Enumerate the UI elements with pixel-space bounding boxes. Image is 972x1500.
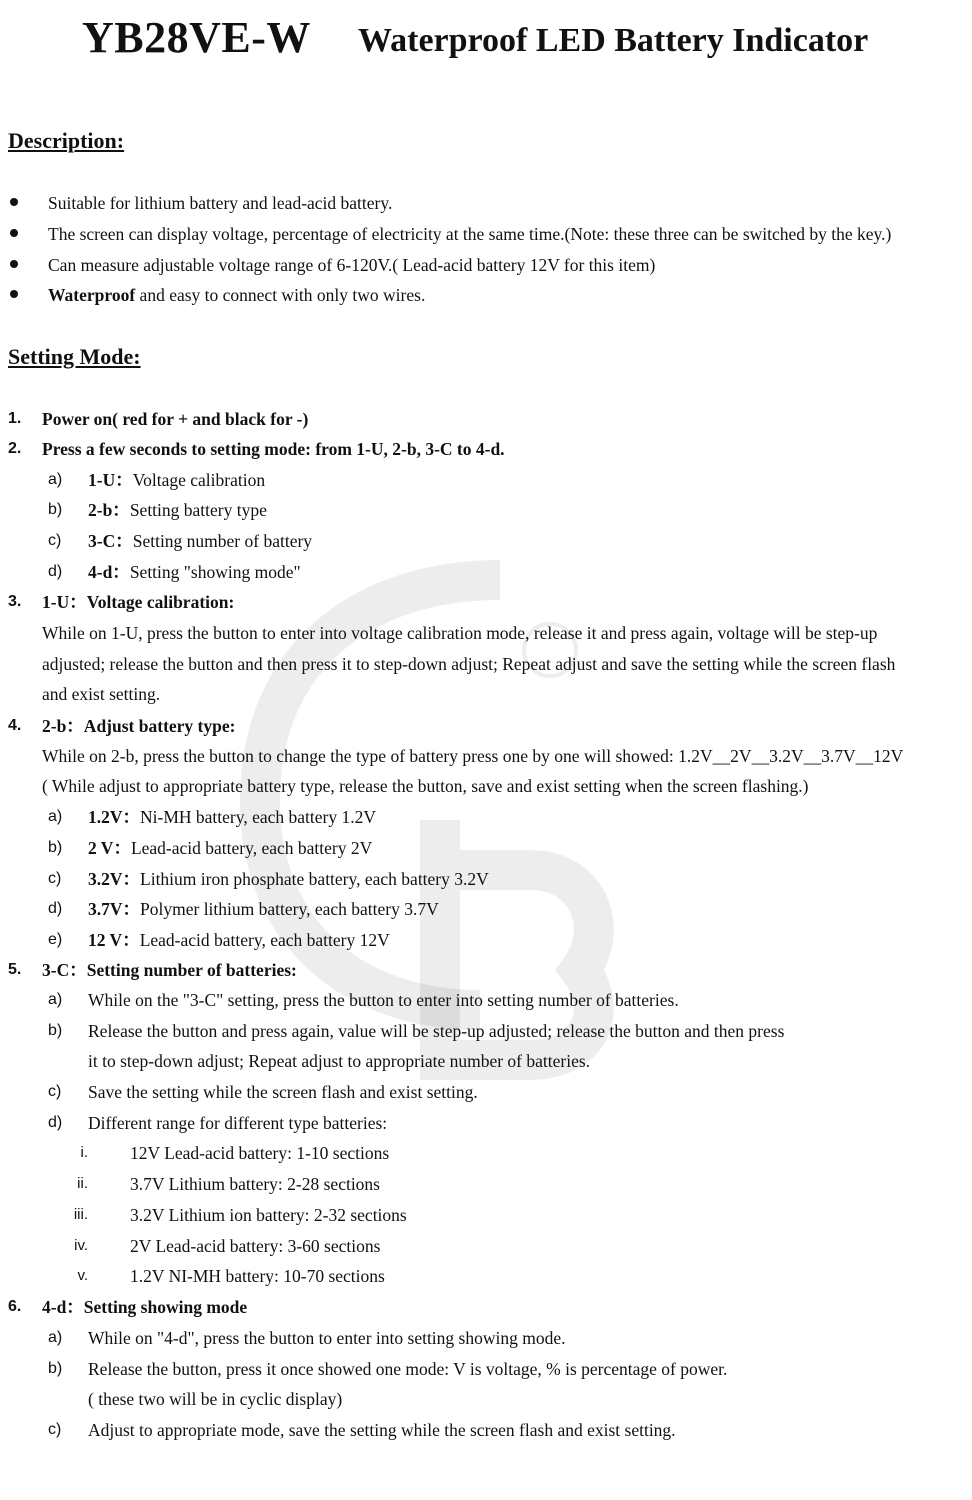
item-marker: c) xyxy=(48,870,62,887)
description-bullet xyxy=(48,284,425,306)
step-title: 2-b：Adjust battery type: xyxy=(42,716,236,736)
bullet-icon xyxy=(10,229,18,237)
item-marker: b) xyxy=(48,839,63,856)
item-marker: d) xyxy=(48,1114,63,1131)
list-item: 2 V：Lead-acid battery, each battery 2V xyxy=(88,838,373,858)
item-marker: a) xyxy=(48,1329,63,1346)
item-marker: b) xyxy=(48,501,63,518)
model-title: YB28VE-W xyxy=(82,13,311,62)
step-number: 4. xyxy=(8,717,22,734)
list-item: 3.7V：Polymer lithium battery, each battery 3.7V xyxy=(88,899,439,919)
step-title: 3-C：Setting number of batteries: xyxy=(42,960,297,980)
list-item-continuation: ( these two will be in cyclic display) xyxy=(88,1389,343,1409)
step-number: 5. xyxy=(8,961,22,978)
list-item: 4-d：Setting "showing mode" xyxy=(88,562,301,582)
step-number: 1. xyxy=(8,410,22,427)
list-item: Different range for different type batteries: xyxy=(88,1113,388,1133)
item-marker: a) xyxy=(48,471,63,488)
item-marker: c) xyxy=(48,1421,62,1438)
step-title: 4-d：Setting showing mode xyxy=(42,1297,248,1317)
bullet-icon xyxy=(10,198,18,206)
item-marker: a) xyxy=(48,991,63,1008)
list-item: While on "4-d", press the button to enter into setting showing mode. xyxy=(88,1328,566,1348)
bullet-text: and easy to connect with only two wires. xyxy=(135,285,426,305)
range-item: 3.2V Lithium ion battery: 2-32 sections xyxy=(130,1205,407,1225)
range-item: 2V Lead-acid battery: 3-60 sections xyxy=(130,1236,381,1256)
list-item: While on the "3-C" setting, press the button to enter into setting number of batteries. xyxy=(88,990,679,1010)
item-marker: d) xyxy=(48,563,63,580)
list-item: 3.2V：Lithium iron phosphate battery, each battery 3.2V xyxy=(88,869,489,889)
list-item: 2-b：Setting battery type xyxy=(88,500,267,520)
paragraph-line: While on 2-b, press the button to change the type of battery press one by one will showed: 1.2V__2V__3.2V__3.7V__12V xyxy=(42,746,904,766)
step-number: 2. xyxy=(8,440,22,457)
item-marker: e) xyxy=(48,931,63,948)
roman-marker: iii. xyxy=(73,1206,88,1223)
step-number: 6. xyxy=(8,1298,22,1315)
range-item: 1.2V NI-MH battery: 10-70 sections xyxy=(130,1266,385,1286)
paragraph-line: adjusted; release the button and then press it to step-down adjust; Repeat adjust and save the setting while the screen flash xyxy=(42,654,896,674)
title-row xyxy=(0,12,972,72)
roman-marker: ii. xyxy=(77,1175,88,1192)
step-title: Press a few seconds to setting mode: from 1-U, 2-b, 3-C to 4-d. xyxy=(42,439,505,459)
item-marker: d) xyxy=(48,900,63,917)
step-number: 3. xyxy=(8,593,22,610)
list-item: Save the setting while the screen flash and exist setting. xyxy=(88,1082,478,1102)
product-subtitle: Waterproof LED Battery Indicator xyxy=(358,22,869,59)
description-bullet: Suitable for lithium battery and lead-acid battery. xyxy=(48,193,393,213)
list-item: 1.2V：Ni-MH battery, each battery 1.2V xyxy=(88,807,377,827)
bullet-icon xyxy=(10,260,18,268)
roman-marker: v. xyxy=(77,1267,88,1284)
list-item: 1-U：Voltage calibration xyxy=(88,470,266,490)
roman-marker: i. xyxy=(80,1144,88,1161)
setting-mode-heading: Setting Mode: xyxy=(8,344,141,369)
description-heading: Description: xyxy=(8,128,125,153)
item-marker: c) xyxy=(48,1083,62,1100)
roman-marker: iv. xyxy=(74,1237,88,1254)
paragraph-line: ( While adjust to appropriate battery type, release the button, save and exist setting when the screen flashing.) xyxy=(42,776,809,796)
step-title: 1-U：Voltage calibration: xyxy=(42,592,235,612)
description-bullet: The screen can display voltage, percentage of electricity at the same time.(Note: these three can be switched by the key.) xyxy=(48,224,892,244)
waterproof-label: Waterproof xyxy=(48,285,136,305)
list-item: 3-C：Setting number of battery xyxy=(88,531,313,551)
item-marker: c) xyxy=(48,532,62,549)
step-title: Power on( red for + and black for -) xyxy=(42,409,309,429)
item-marker: a) xyxy=(48,808,63,825)
range-item: 12V Lead-acid battery: 1-10 sections xyxy=(130,1143,390,1163)
bullet-icon xyxy=(10,290,18,298)
list-item: Adjust to appropriate mode, save the setting while the screen flash and exist setting. xyxy=(88,1420,676,1440)
list-item: Release the button and press again, value will be step-up adjusted; release the button and then press xyxy=(88,1021,785,1041)
list-item: Release the button, press it once showed one mode: V is voltage, % is percentage of power. xyxy=(88,1359,728,1379)
paragraph-line: While on 1-U, press the button to enter into voltage calibration mode, release it and press again, voltage will be step-up xyxy=(42,623,878,643)
item-marker: b) xyxy=(48,1022,63,1039)
paragraph-line: and exist setting. xyxy=(42,684,161,704)
description-bullet: Can measure adjustable voltage range of 6-120V.( Lead-acid battery 12V for this item) xyxy=(48,255,656,275)
item-marker: b) xyxy=(48,1360,63,1377)
list-item: 12 V：Lead-acid battery, each battery 12V xyxy=(88,930,390,950)
list-item-continuation: it to step-down adjust; Repeat adjust to appropriate number of batteries. xyxy=(88,1051,591,1071)
range-item: 3.7V Lithium battery: 2-28 sections xyxy=(130,1174,380,1194)
